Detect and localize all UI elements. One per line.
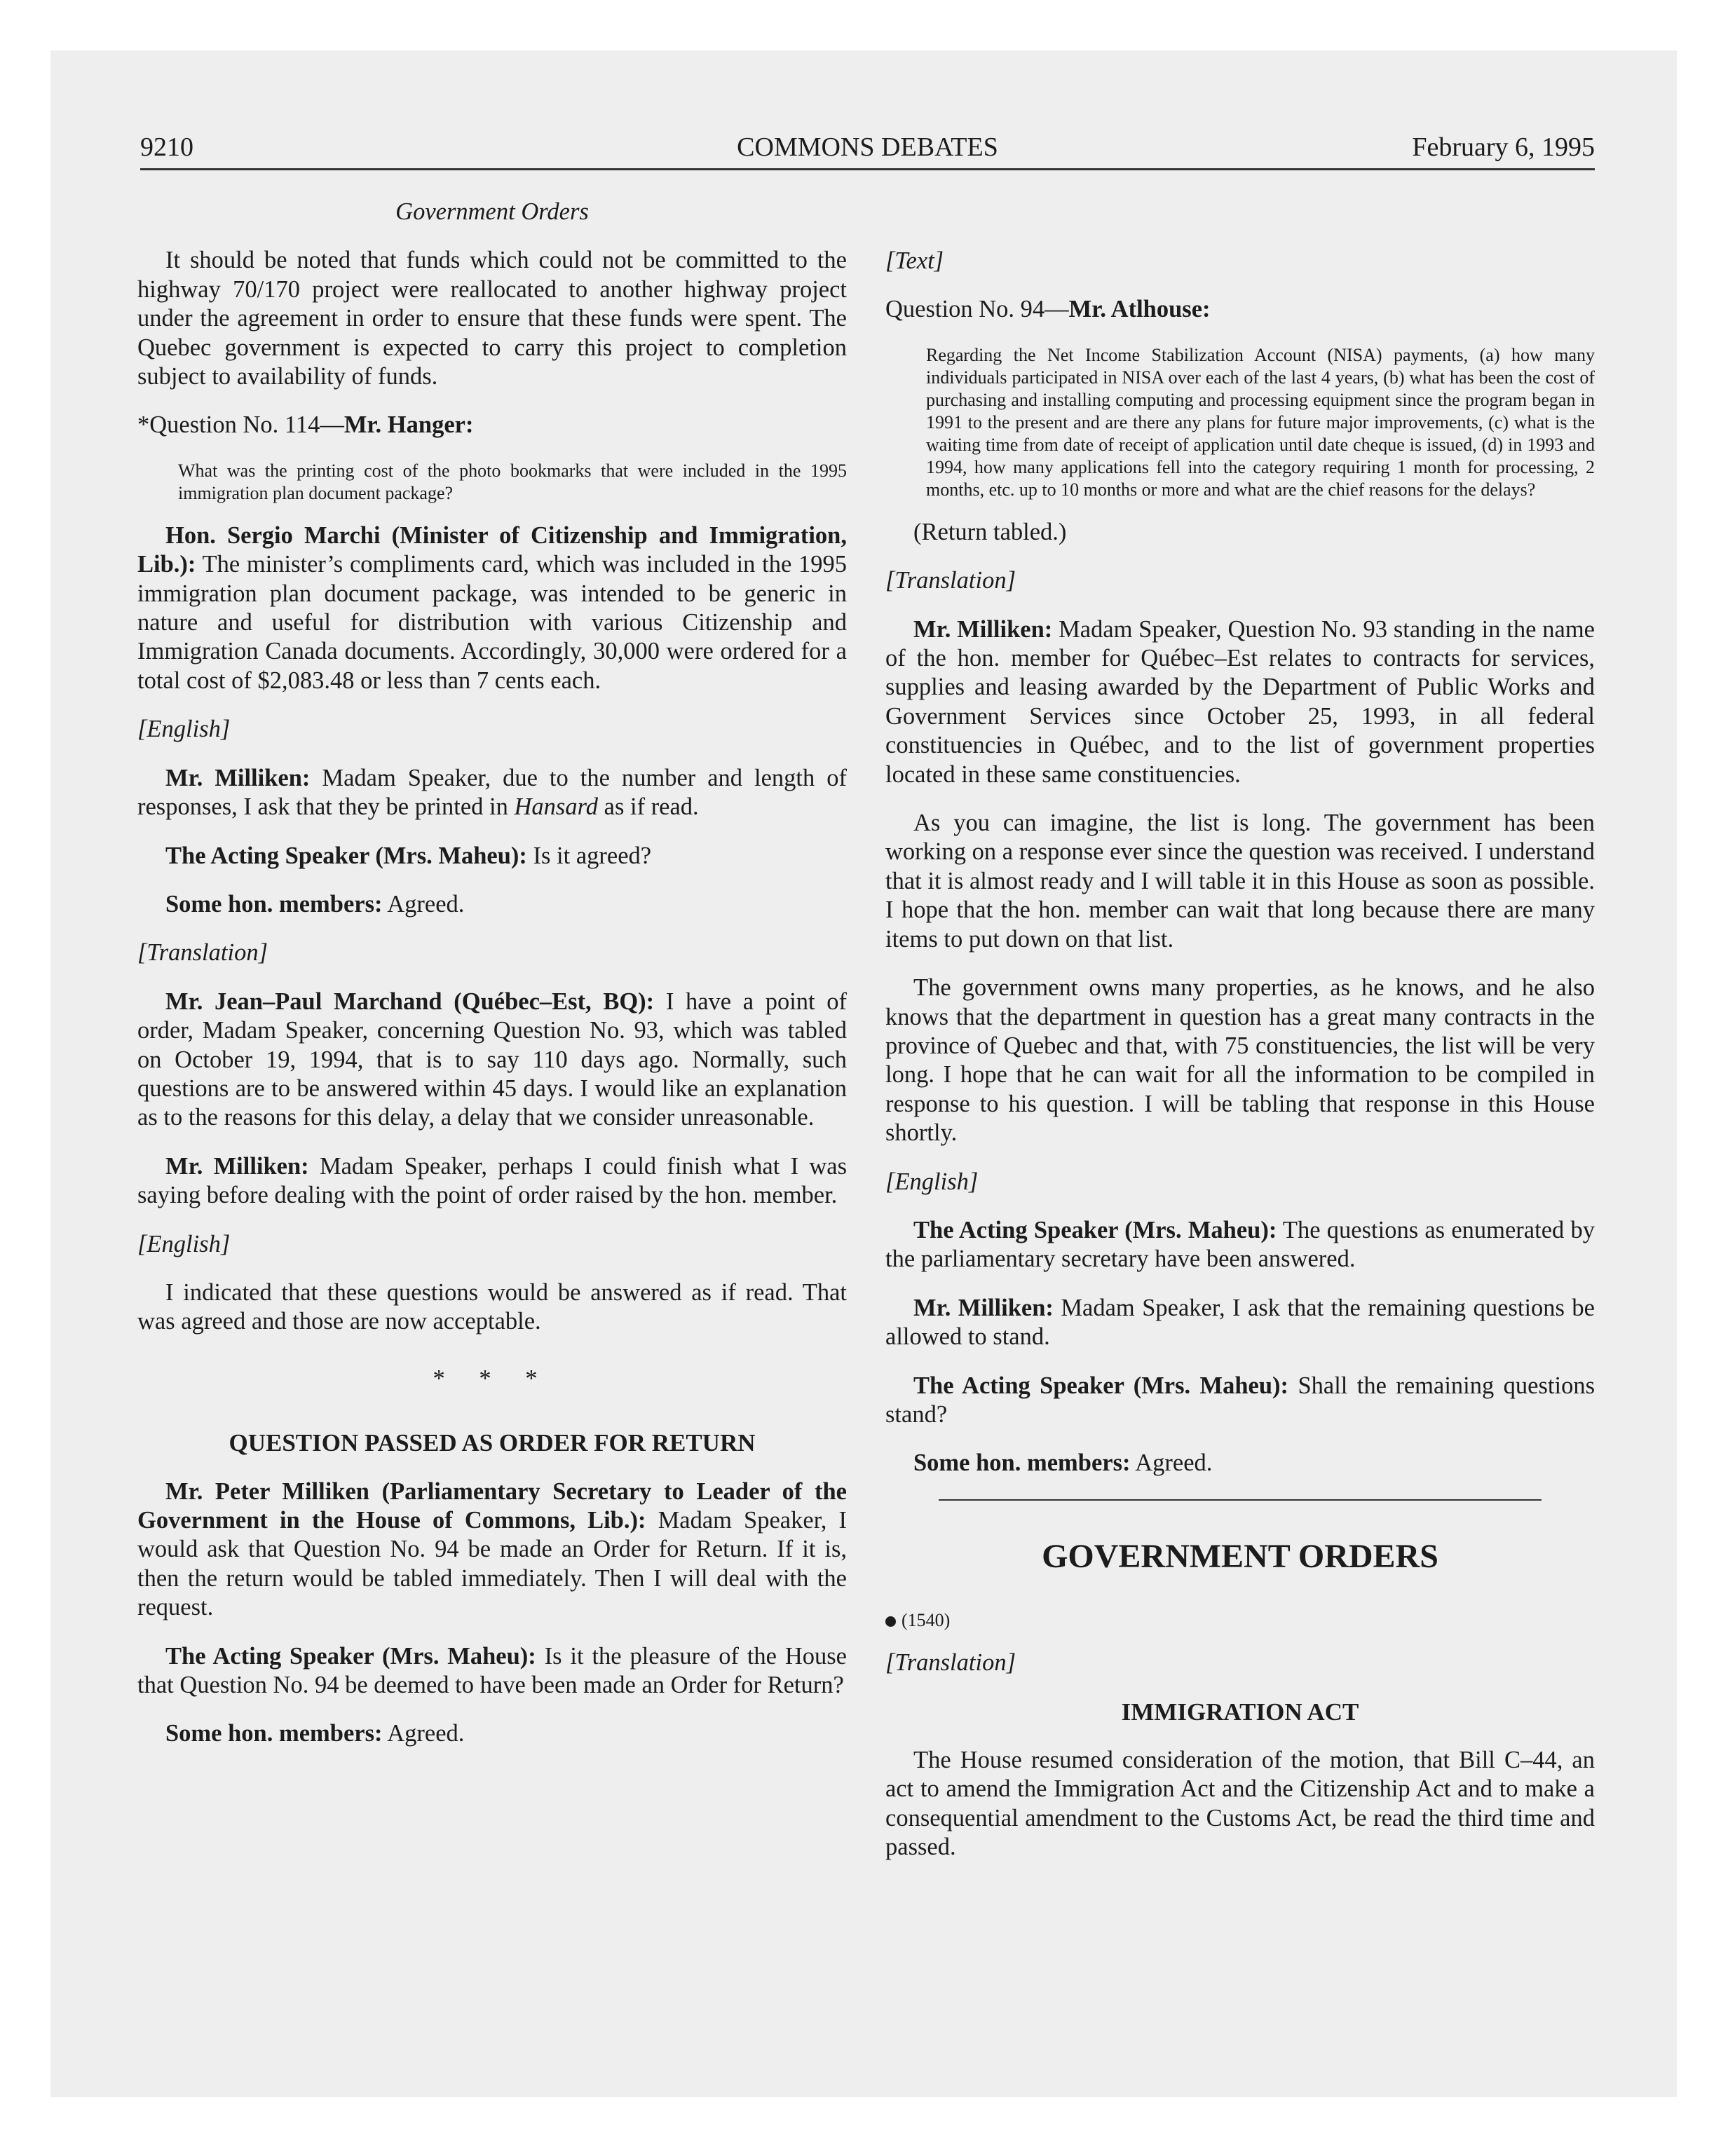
- section-separator: * * *: [433, 1365, 552, 1392]
- language-tag: [Translation]: [885, 1649, 1016, 1677]
- paragraph: As you can imagine, the list is long. The government has been working on a response ever since the question was received. I understand that it is almost ready and I will table it in this House as soon as possible. I hope that the hon. member can wait that long because there are many items to put down on that list.: [885, 810, 1595, 953]
- speech-text: Is it agreed?: [526, 842, 652, 869]
- speaker-name: Some hon. members:: [165, 1720, 383, 1747]
- speech-text: I have a point of order, Madam Speaker, concerning Question No. 93, which was tabled on October 19, 1994, that is to say 110 days ago. Normally, such questions are to be answered within 45 days. I would like an explanation as to the reasons for this delay, a delay that we consider unreasonable.: [137, 988, 847, 1131]
- speech-milliken: [137, 764, 847, 822]
- speaker-name: The Acting Speaker (Mrs. Maheu):: [913, 1216, 1277, 1243]
- left-column: [137, 198, 847, 1768]
- section-heading: IMMIGRATION ACT: [1121, 1698, 1359, 1726]
- language-tag: [Translation]: [137, 939, 268, 967]
- speaker-name: Mr. Jean–Paul Marchand (Québec–Est, BQ):: [165, 988, 655, 1015]
- time-marker: [885, 1606, 1595, 1635]
- speaker-name: The Acting Speaker (Mrs. Maheu):: [165, 1642, 536, 1670]
- publication-title: COMMONS DEBATES: [737, 132, 998, 162]
- return-tabled: (Return tabled.): [913, 518, 1067, 545]
- language-tag: [Translation]: [885, 567, 1016, 594]
- speech-text: Madam Speaker, I ask that the remaining questions be allowed to stand.: [885, 1294, 1595, 1351]
- speech-text: Madam Speaker, I would ask that Question No. 94 be made an Order for Return. If it is, then the return would be tabled immediately. Then I will deal with the request.: [137, 1507, 848, 1621]
- speech-members: [137, 1719, 847, 1748]
- speech-marchi: [137, 521, 847, 695]
- question-label: Question No. 94—: [885, 296, 1069, 323]
- speech-acting-speaker: [885, 1372, 1595, 1430]
- speech-text: Madam Speaker, Question No. 93 standing in the name of the hon. member for Québec–Est relates to contracts for services, supplies and leasing awarded by the Department of Public Works and Government Services since October 25, 1993, in all federal constituencies in Québec, and to the list of government properties located in these same constituencies.: [885, 615, 1595, 788]
- bullet-icon: [885, 1616, 896, 1627]
- speech-acting-speaker: [137, 842, 847, 871]
- section-rule: [939, 1499, 1542, 1501]
- paragraph: The House resumed consideration of the motion, that Bill C–44, an act to amend the Immigration Act and the Citizenship Act and to make a consequential amendment to the Customs Act, be read the third time and passed.: [885, 1747, 1595, 1861]
- language-tag: [English]: [137, 716, 231, 743]
- header-rule: [140, 168, 1595, 170]
- speech-peter-milliken: [137, 1478, 847, 1623]
- speech-text: Madam Speaker, perhaps I could finish what I was saying before dealing with the point of order raised by the hon. member.: [137, 1152, 847, 1209]
- language-tag: [Text]: [885, 247, 944, 274]
- speaker-name: The Acting Speaker (Mrs. Maheu):: [165, 842, 527, 869]
- speech-acting-speaker: [885, 1216, 1595, 1274]
- section-heading: QUESTION PASSED AS ORDER FOR RETURN: [229, 1429, 756, 1457]
- section-header: Government Orders: [395, 198, 589, 225]
- speech-text: The minister’s compliments card, which was included in the 1995 immigration plan document package, was intended to be generic in nature and useful for distribution with various Citizenship and Immigration Canada documents. Accordingly, 30,000 were ordered for a total cost of $2,083.48 or less than 7 cents each.: [137, 551, 847, 694]
- speaker-name: Mr. Milliken:: [913, 615, 1053, 643]
- paragraph: I indicated that these questions would be answered as if read. That was agreed and those are now acceptable.: [137, 1278, 847, 1335]
- government-orders-heading: GOVERNMENT ORDERS: [1042, 1537, 1438, 1575]
- speech-text: Agreed.: [1130, 1449, 1213, 1477]
- speech-marchand: [137, 988, 847, 1133]
- speaker-name: Hon. Sergio Marchi (Minister of Citizenship and Immigration, Lib.):: [137, 521, 847, 578]
- question-label: *Question No. 114—: [137, 411, 344, 439]
- speaker-name: Mr. Milliken:: [165, 1152, 309, 1180]
- speech-text: The questions as enumerated by the parliamentary secretary have been answered.: [885, 1216, 1595, 1273]
- speech-text: Agreed.: [382, 1720, 465, 1747]
- speaker-name: Mr. Milliken:: [165, 764, 311, 791]
- page-date: February 6, 1995: [1412, 132, 1595, 162]
- speech-milliken: [137, 1152, 847, 1210]
- page-number: 9210: [140, 132, 193, 162]
- speaker-name: Some hon. members:: [913, 1449, 1131, 1477]
- time-marker-text: (1540): [901, 1609, 951, 1630]
- language-tag: [English]: [885, 1168, 979, 1195]
- hansard-title: Hansard: [514, 793, 598, 821]
- paragraph: The government owns many properties, as he knows, and he also knows that the department in question has a great many contracts in the province of Quebec and that, with 75 constituencies, the list will be very long. I hope that he can wait for all the information to be compiled in response to his question. I will be tabling that response in this House shortly.: [885, 974, 1595, 1147]
- speech-members: [137, 890, 847, 919]
- speech-milliken: [885, 615, 1595, 789]
- language-tag: [English]: [137, 1230, 231, 1257]
- paragraph: It should be noted that funds which could not be committed to the highway 70/170 project were reallocated to another highway project under the agreement in order to ensure that these funds were spent. The Quebec government is expected to carry this project to completion subject to availability of funds.: [137, 247, 847, 390]
- speech-text: Is it the pleasure of the House that Question No. 94 be deemed to have been made an Order for Return?: [137, 1642, 847, 1699]
- speaker-name: Mr. Peter Milliken (Parliamentary Secretary to Leader of the Government in the House of Commons, Lib.):: [137, 1478, 847, 1534]
- speech-milliken: [885, 1294, 1595, 1352]
- question-94-text: Regarding the Net Income Stabilization Account (NISA) payments, (a) how many individuals participated in NISA over each of the last 4 years, (b) what has been the cost of purchasing and installing computing and processing equipment since the program began in 1991 to the present and are there any plans for future major improvements, (c) what is the waiting time from date of receipt of application until date cheque is issued, (d) in 1993 and 1994, how many applications fell into the category requiring 1 month for processing, 2 months, etc. up to 10 months or more and what are the chief reasons for the delays?: [926, 344, 1595, 500]
- speaker-name: Some hon. members:: [165, 890, 383, 917]
- speaker-name: The Acting Speaker (Mrs. Maheu):: [913, 1372, 1289, 1399]
- question-member: Mr. Hanger:: [343, 411, 474, 439]
- speech-members: [885, 1449, 1595, 1478]
- question-member: Mr. Atlhouse:: [1068, 296, 1211, 323]
- speech-text: Shall the remaining questions stand?: [885, 1372, 1595, 1428]
- speech-acting-speaker: [137, 1642, 847, 1700]
- right-column: [885, 198, 1595, 1882]
- question-114: [137, 411, 847, 439]
- speech-text: Agreed.: [382, 890, 465, 917]
- speech-text: as if read.: [598, 793, 699, 821]
- question-94: [885, 295, 1595, 324]
- speaker-name: Mr. Milliken:: [913, 1294, 1054, 1321]
- speech-text: Madam Speaker, due to the number and length of responses, I ask that they be printed in: [137, 764, 847, 821]
- question-114-text: What was the printing cost of the photo bookmarks that were included in the 1995 immigration plan document package?: [178, 460, 847, 503]
